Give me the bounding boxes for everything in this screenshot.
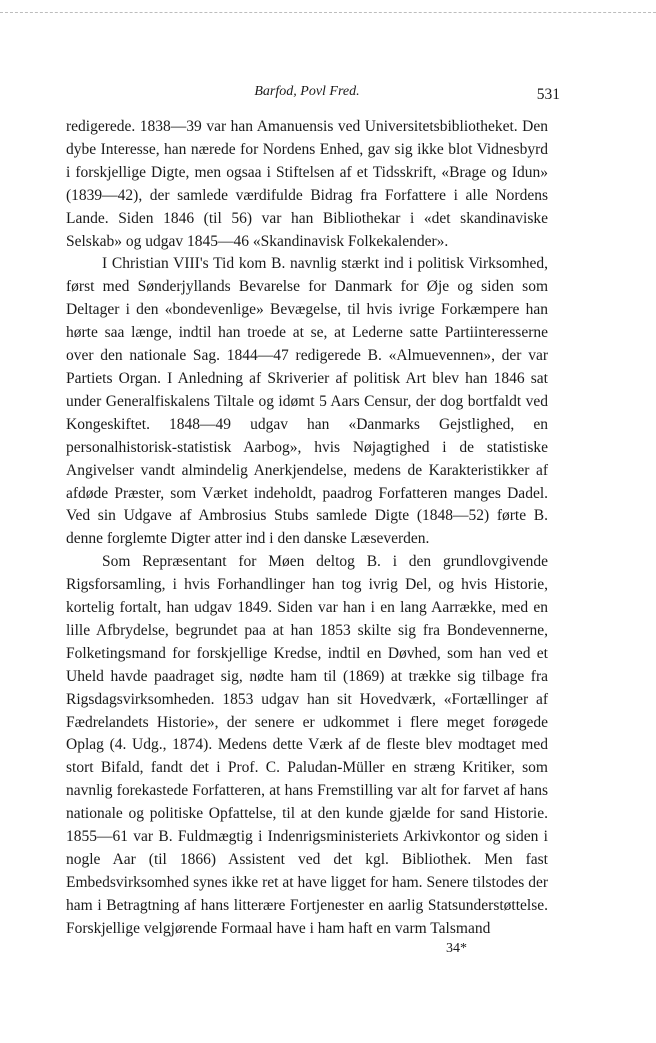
page-number: 531 [536,86,560,103]
top-border-line [0,12,656,13]
signature-mark: 34* [446,941,467,956]
page-header [66,84,560,106]
paragraph-continuation: redigerede. 1838—39 var han Amanuensis ved Universitetsbibliotheket. Den dybe Interesse, han nærede for Nordens Enhed, gav sig ikke blot Vidnesbyrd i forskjellige Digte, men ogsaa i Stiftelsen af et Tidsskrift, «Brage og Idun» (1839—42), der samlede værdifulde Bidrag fra Forfattere i alle Nordens Lande. Siden 1846 (til 56) var han Bibliothekar i «det skandinaviske Selskab» og udgav 1845—46 «Skandinavisk Folkekalender». [66,118,548,250]
body-text [66,116,548,941]
paragraph-rigsforsamling: Som Repræsentant for Møen deltog B. i den grundlovgivende Rigsforsamling, i hvis Forhandlinger han tog ivrig Del, og hvis Historie, kortelig fortalt, han udgav 1849. Siden var han i en lang Aarrække, med en lille Afbrydelse, begrundet paa at han 1853 skilte sig fra Bondevennerne, Folketingsmand for forskjellige Kredse, indtil en Døvhed, som han ved et Uheld havde paadraget sig, nødte ham til (1869) at trække sig tilbage fra Rigsdagsvirksomheden. 1853 udgav han sit Hovedværk, «Fortællinger af Fædrelandets Historie», der senere er udkommet i flere meget forøgede Oplag (4. Udg., 1874). Medens dette Værk af de fleste blev modtaget med stort Bifald, fandt det i Prof. C. Paludan-Müller en stræng Kritiker, som navnlig forekastede Forfatteren, at hans Fremstilling var alt for farvet af hans nationale og politiske Opfattelse, til at den kunde gjælde for sand Historie. 1855—61 var B. Fuldmægtig i Indenrigsministeriets Arkivkontor og siden i nogle Aar (til 1866) Assistent ved det kgl. Bibliothek. Men fast Embedsvirksomhed synes ikke ret at have ligget for ham. Senere tilstodes der ham i Betragtning af hans litterære Fortjenester en aarlig Statsunderstøttelse. Forskjellige velgjørende Formaal have i ham haft en varm Talsmand [66,553,548,937]
paragraph-politics: I Christian VIII's Tid kom B. navnlig stærkt ind i politisk Virksomhed, først med Sønderjyllands Bevarelse for Danmark for Øje og siden som Deltager i den «bondevenlige» Bevægelse, til hvis ivrige Forkæmpere han hørte saa længe, indtil han troede at se, at Lederne satte Partiinteresserne over den nationale Sag. 1844—47 redigerede B. «Almuevennen», der var Partiets Organ. I Anledning af Skriverier af politisk Art blev han 1846 sat under Generalfiskalens Tiltale og idømt 5 Aars Censur, der dog bortfaldt ved Kongeskiftet. 1848—49 udgav han «Danmarks Gejstlighed, en personalhistorisk-statistisk Aarbog», hvis Nøjagtighed i de statistiske Angivelser vandt almindelig Anerkjendelse, medens de Karakteristikker af afdøde Præster, som Værket indeholdt, paadrog Forfatteren manges Dadel. Ved sin Udgave af Ambrosius Stubs samlede Digte (1848—52) førte B. denne forglemte Digter atter ind i den danske Læseverden. [66,255,548,548]
running-head: Barfod, Povl Fred. [254,84,360,99]
